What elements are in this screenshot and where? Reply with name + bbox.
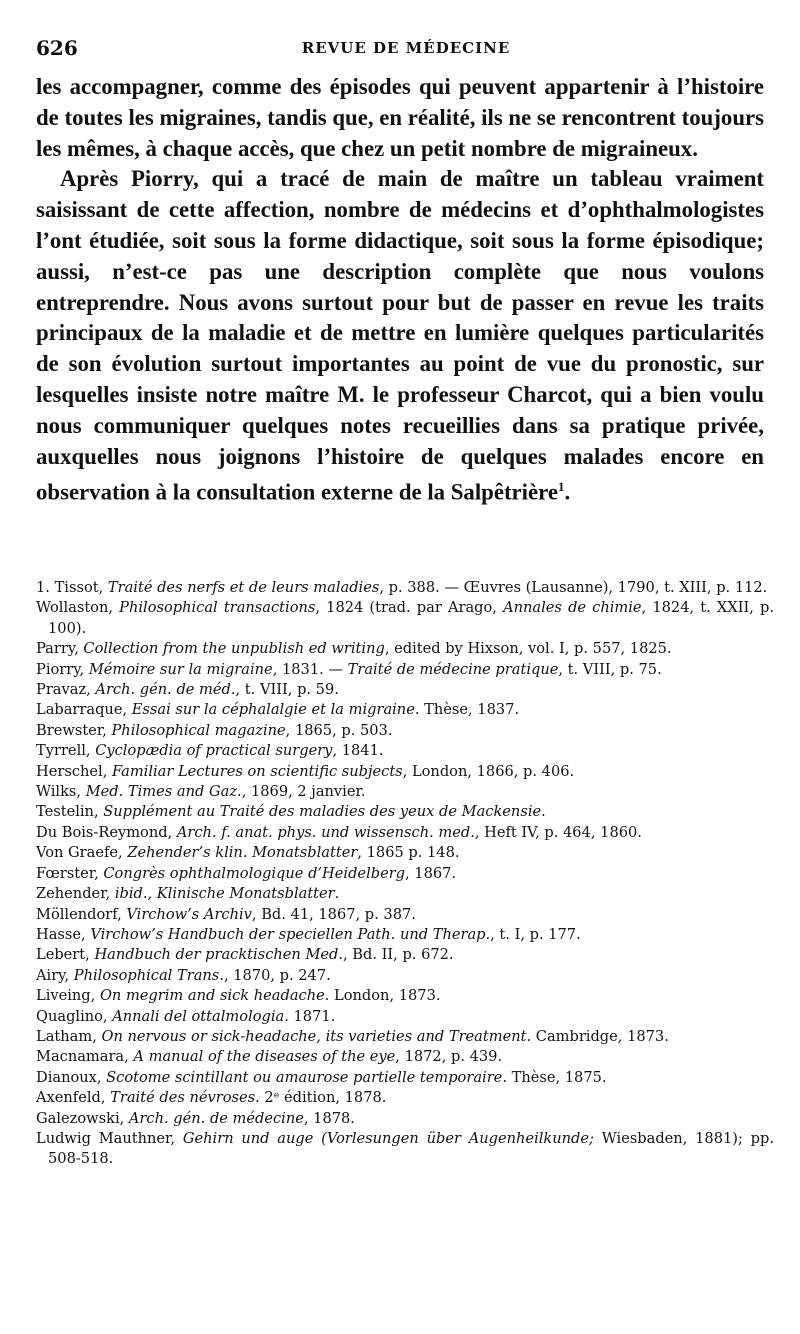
footnote-text: . Thèse, 1875. bbox=[502, 1068, 607, 1086]
footnote-text: Von Graefe, bbox=[36, 844, 128, 862]
footnote-entry bbox=[36, 741, 774, 761]
footnote-text: Macnamara, bbox=[36, 1048, 134, 1066]
footnote-entry bbox=[36, 762, 774, 782]
footnote-text: Herschel, bbox=[36, 762, 112, 780]
footnote-title: Traité de médecine pratique bbox=[347, 660, 559, 678]
footnote-text: . Thèse, 1837. bbox=[414, 701, 520, 719]
footnote-title: Philosophical magazine bbox=[111, 721, 286, 739]
footnote-title: Familiar Lectures on scientific subjects bbox=[111, 762, 403, 780]
footnote-text: Testelin, bbox=[36, 803, 104, 821]
footnote-entry bbox=[36, 782, 774, 802]
footnote-entry bbox=[36, 884, 774, 904]
footnote-entry bbox=[36, 864, 774, 884]
footnote-title: ibid., Klinische Monatsblatter bbox=[114, 885, 335, 903]
footnote-title: Handbuch der pracktischen Med. bbox=[94, 946, 344, 964]
footnote-text: Galezowski, bbox=[36, 1109, 129, 1127]
footnote-entry bbox=[36, 925, 774, 945]
footnote-title: Gehirn und auge (Vorlesungen über Augenheilkunde; bbox=[182, 1129, 594, 1147]
paragraph-2-text: Après Piorry, qui a tracé de main de maître un tableau vraiment saisissant de cette affection, nombre de médecins et d’ophthalmologistes l’ont étudiée, soit sous la forme didactique, soit sous la forme épisodique; aussi, n’est-ce pas une description complète que nous voulons entreprendre. Nous avons surtout pour but de passer en revue les traits principaux de la maladie et de mettre en lumière quelques particularités de son évolution surtout importantes au point de vue du pronostic, sur lesquelles insiste notre maître M. le professeur Charcot, qui a bien voulu nous communiquer quelques notes recueillies dans sa pratique privée, auxquelles nous joignons l’histoire de quelques malades encore en observation à la consultation externe de la Salpêtrière bbox=[36, 166, 764, 505]
footnote-text: , t. VIII, p. 59. bbox=[235, 681, 339, 699]
footnote-text: , t. I, p. 177. bbox=[490, 925, 581, 943]
footnote-text: Piorry, bbox=[36, 660, 89, 678]
footnote-title: Arch. f. anat. phys. und wissensch. med. bbox=[176, 823, 475, 841]
footnote-entry bbox=[36, 1027, 774, 1047]
footnote-text: , 1831. — bbox=[272, 660, 348, 678]
footnote-text: . Cambridge, 1873. bbox=[526, 1027, 669, 1045]
footnote-text: Wiesbaden, 1881); pp. 508-518. bbox=[48, 1129, 774, 1168]
paragraph-2-end: . bbox=[564, 479, 571, 505]
footnote-title: Virchow’s Handbuch der speciellen Path. und Therap. bbox=[90, 925, 491, 943]
footnote-text: 1. Tissot, bbox=[36, 579, 108, 596]
footnote-entry bbox=[36, 578, 774, 598]
footnote-title: Arch. gén. de médecine bbox=[128, 1109, 304, 1127]
footnote-text: Axenfeld, bbox=[36, 1089, 111, 1107]
footnote-text: Liveing, bbox=[36, 987, 100, 1005]
footnote-entry bbox=[36, 598, 774, 639]
footnote-text: , p. 388. — Œuvres (Lausanne), 1790, t. XIII, p. 112. bbox=[379, 579, 768, 596]
footnote-text: , 1824, t. XXII, p. 100). bbox=[48, 599, 774, 637]
footnote-entry bbox=[36, 1068, 774, 1088]
footnote-marker: 1 bbox=[557, 479, 565, 495]
footnote-title: On nervous or sick-headache, its varieties and Treatment bbox=[101, 1027, 527, 1045]
running-title: REVUE DE MÉDECINE bbox=[301, 39, 511, 57]
footnote-entry bbox=[36, 721, 774, 741]
footnote-text: . bbox=[334, 885, 340, 903]
paragraph-1: les accompagner, comme des épisodes qui peuvent appartenir à l’histoire de toutes les migraines, tandis que, en réalité, ils ne se rencontrent toujours les mêmes, à chaque accès, que chez un petit nombre de migraineux. bbox=[36, 74, 764, 161]
footnote-title: On megrim and sick headache bbox=[99, 987, 325, 1005]
footnote-entry bbox=[36, 680, 774, 700]
footnote-text: , t. VIII, p. 75. bbox=[558, 660, 662, 678]
footnote-text: , Bd. II, p. 672. bbox=[343, 946, 454, 964]
footnote-title: Traité des nerfs et de leurs maladies bbox=[107, 579, 380, 596]
footnote-title: Philosophical Trans. bbox=[73, 966, 224, 984]
footnote-text: Quaglino, bbox=[36, 1007, 113, 1025]
footnote-text: Fœrster, bbox=[36, 864, 104, 882]
footnote-entry bbox=[36, 966, 774, 986]
footnote-text: Dianoux, bbox=[36, 1068, 107, 1086]
footnote-text: Wilks, bbox=[36, 783, 86, 801]
footnote-text: , 1867. bbox=[405, 864, 457, 882]
footnote-text: , 1865, p. 503. bbox=[285, 721, 393, 739]
footnote-text: , 1878. bbox=[303, 1109, 355, 1127]
footnote-text: . bbox=[541, 803, 546, 821]
footnote-title: Virchow’s Archiv bbox=[126, 905, 252, 923]
footnote-text: , 1841. bbox=[332, 742, 384, 760]
footnote-title: Annali del ottalmologia bbox=[112, 1007, 285, 1025]
footnote-entry bbox=[36, 843, 774, 863]
footnotes bbox=[36, 578, 774, 1170]
footnote-entry bbox=[36, 1129, 774, 1170]
footnote-text: Lebert, bbox=[36, 946, 95, 964]
footnote-title: Annales de chimie bbox=[503, 599, 642, 617]
footnote-entry bbox=[36, 639, 774, 659]
footnote-text: Zehender, bbox=[36, 885, 115, 903]
footnote-text: Airy, bbox=[36, 966, 74, 984]
footnote-entry bbox=[36, 823, 774, 843]
footnote-text: Hasse, bbox=[36, 925, 91, 943]
footnote-text: Ludwig Mauthner, bbox=[36, 1129, 183, 1147]
footnote-title: Cyclopædia of practical surgery bbox=[95, 742, 333, 760]
footnote-text: , Heft IV, p. 464, 1860. bbox=[474, 823, 642, 841]
footnote-entry bbox=[36, 700, 774, 720]
footnote-title: Philosophical transactions bbox=[119, 599, 316, 617]
footnote-entry bbox=[36, 1088, 774, 1108]
footnote-title: Mémoire sur la migraine bbox=[88, 660, 273, 678]
footnote-entry bbox=[36, 1047, 774, 1067]
footnote-title: Collection from the unpublish ed writing bbox=[83, 640, 385, 658]
footnote-text: , edited by Hixson, vol. I, p. 557, 1825. bbox=[384, 640, 672, 658]
footnote-text: , London, 1866, p. 406. bbox=[402, 762, 575, 780]
footnote-entry bbox=[36, 802, 774, 822]
body-text bbox=[36, 72, 764, 509]
footnote-text: Du Bois-Reymond, bbox=[36, 823, 177, 841]
footnote-entry bbox=[36, 660, 774, 680]
footnote-title: Scotome scintillant ou amaurose partielle temporaire bbox=[106, 1068, 503, 1086]
footnote-entry bbox=[36, 945, 774, 965]
footnote-entry bbox=[36, 905, 774, 925]
paragraph-2 bbox=[36, 164, 764, 508]
footnote-text: Pravaz, bbox=[36, 681, 96, 699]
footnote-title: Traité des névroses bbox=[110, 1089, 256, 1107]
page-number: 626 bbox=[36, 36, 78, 60]
footnote-text: , 1865 p. 148. bbox=[357, 844, 460, 862]
footnote-title: Med. Times and Gaz. bbox=[85, 783, 242, 801]
footnote-title: Arch. gén. de méd. bbox=[95, 681, 236, 699]
page-header bbox=[36, 36, 776, 62]
footnote-title: Congrès ophthalmologique d’Heidelberg bbox=[103, 864, 406, 882]
footnote-text: , 1872, p. 439. bbox=[395, 1048, 503, 1066]
footnote-title: Supplément au Traité des maladies des yeux de Mackensie bbox=[103, 803, 542, 821]
footnote-text: Latham, bbox=[36, 1027, 102, 1045]
footnote-title: Zehender’s klin. Monatsblatter bbox=[127, 844, 358, 862]
footnote-text: Brewster, bbox=[36, 721, 112, 739]
footnote-entry bbox=[36, 1007, 774, 1027]
footnote-text: Tyrrell, bbox=[36, 742, 96, 760]
footnote-text: , Bd. 41, 1867, p. 387. bbox=[251, 905, 416, 923]
footnote-text: Labarraque, bbox=[36, 701, 132, 719]
footnote-text: . 1871. bbox=[284, 1007, 336, 1025]
footnote-text: . 2ᵉ édition, 1878. bbox=[255, 1089, 387, 1107]
footnote-entry bbox=[36, 1109, 774, 1129]
footnote-text: Möllendorf, bbox=[36, 905, 127, 923]
footnote-text: . London, 1873. bbox=[324, 987, 441, 1005]
footnote-text: , 1870, p. 247. bbox=[223, 966, 331, 984]
footnote-title: Essai sur la céphalalgie et la migraine bbox=[131, 701, 415, 719]
footnote-text: Parry, bbox=[36, 640, 84, 658]
footnote-text: Wollaston, bbox=[36, 599, 120, 617]
footnote-title: A manual of the diseases of the eye bbox=[133, 1048, 396, 1066]
footnote-text: , 1869, 2 janvier. bbox=[241, 783, 366, 801]
footnote-entry bbox=[36, 986, 774, 1006]
footnote-text: , 1824 (trad. par Arago, bbox=[315, 599, 504, 617]
